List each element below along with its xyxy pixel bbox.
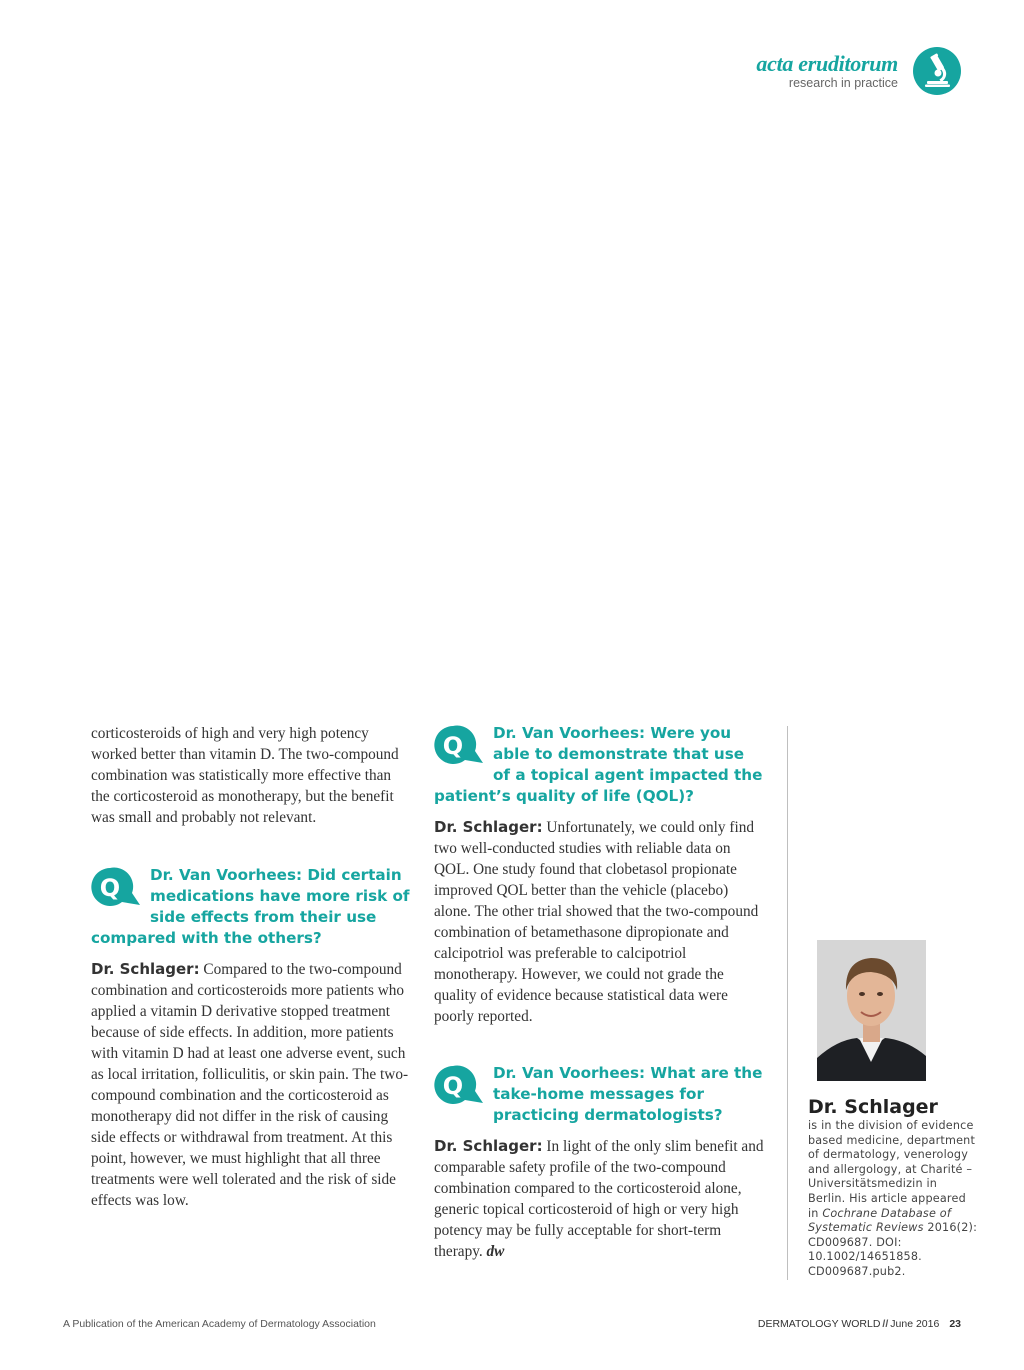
left-column — [91, 723, 413, 1211]
middle-column — [434, 723, 764, 1262]
speaker-label: Dr. Schlager: — [91, 960, 200, 978]
q-badge-icon — [91, 867, 141, 909]
microscope-icon — [913, 47, 961, 95]
author-bio — [808, 1095, 978, 1280]
bio-text-part1: is in the division of evidence based medicine, department of dermatology, venerology and allergology, at Charité – Universitätsmedizin in Berlin. His article appeared in — [808, 1119, 976, 1220]
answer-paragraph — [434, 817, 764, 1027]
page-number: 23 — [949, 1318, 961, 1330]
question-heading: Dr. Van Voorhees: What are the take-home messages for practicing dermatologists? — [493, 1064, 763, 1124]
speaker-label: Dr. Schlager: — [434, 818, 543, 836]
svg-text:Q: Q — [99, 874, 121, 902]
answer-text: Unfortunately, we could only find two well-conducted studies with reliable data on QOL. One study found that clobetasol propionate improved QOL better than the vehicle (placebo) alone. The other trial showed that the two-compound combination of betamethasone dipropionate and calcipotriol was preferable to calcipotriol monotherapy. However, we could not grade the quality of evidence because statistical data were poorly reported. — [434, 819, 759, 1025]
masthead — [756, 52, 898, 91]
answer-text: In light of the only slim benefit and comparable safety profile of the two-compound combination compared to the corticosteroid alone, generic topical corticosteroid of high or very high potency may be fully acceptable for short-term therapy. — [434, 1138, 764, 1260]
masthead-subtitle: research in practice — [788, 76, 898, 90]
svg-text:Q: Q — [442, 732, 464, 760]
bio-journal: Cochrane Database of Systematic Reviews — [808, 1206, 951, 1235]
question-block-take-home — [434, 1063, 764, 1262]
author-portrait — [817, 940, 926, 1081]
question-heading: Dr. Van Voorhees: Did certain medications have more risk of side effects from their use compared with the others? — [91, 866, 410, 947]
footer-separator: // — [882, 1318, 889, 1330]
masthead-title: acta eruditorum — [756, 51, 898, 76]
svg-text:Q: Q — [442, 1072, 464, 1100]
signoff-mark: dw — [486, 1243, 505, 1260]
speaker-label: Dr. Schlager: — [434, 1137, 543, 1155]
footer-publisher: A Publication of the American Academy of Dermatology Association — [63, 1318, 376, 1330]
question-block-side-effects — [91, 865, 413, 1211]
intro-paragraph: corticosteroids of high and very high potency worked better than vitamin D. The two-compound combination was statistically more effective than the corticosteroid as monotherapy, but the benefit was small and probably not relevant. — [91, 725, 399, 826]
answer-paragraph — [91, 959, 413, 1211]
answer-text: Compared to the two-compound combination and corticosteroids more patients who applied a vitamin D derivative stopped treatment because of side effects. In addition, more patients with vitamin D had at least one adverse event, such as local irritation, folliculitis, or skin pain. The two-compound combination and the corticosteroid as monotherapy did not differ in the risk of causing side effects or withdrawal from treatment. At this point, however, we must highlight that all three treatments were well tolerated and the risk of side effects was low. — [91, 961, 409, 1209]
bio-name: Dr. Schlager — [808, 1096, 938, 1118]
q-badge-icon — [434, 1065, 484, 1107]
q-badge-icon — [434, 725, 484, 767]
bio-text-part2: 2016(2): CD009687. DOI: 10.1002/14651858. CD009687.pub2. — [808, 1221, 978, 1278]
bio-text — [808, 1119, 978, 1280]
question-heading: Dr. Van Voorhees: Were you able to demonstrate that use of a topical agent impacted the patient’s quality of life (QOL)? — [434, 724, 763, 805]
column-divider — [787, 726, 788, 1280]
footer-issue: June 2016 — [890, 1318, 940, 1330]
footer-publication: DERMATOLOGY WORLD — [757, 1318, 881, 1330]
question-block-qol — [434, 723, 764, 1027]
footer-issue-info — [758, 1318, 961, 1330]
answer-paragraph — [434, 1136, 764, 1262]
